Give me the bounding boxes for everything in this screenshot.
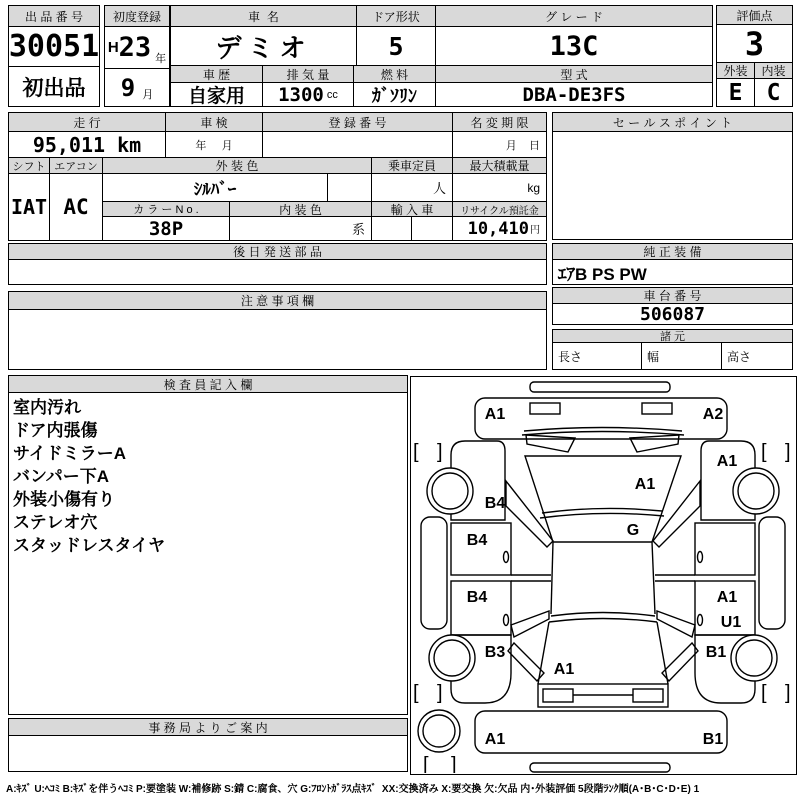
max-load-header: 最大積載量 (452, 157, 547, 174)
sales-point-header: セ ー ル ス ポ イ ン ト (552, 112, 793, 132)
door-shape-value: 5 (356, 26, 436, 66)
max-load-value: kg (452, 173, 547, 202)
month-unit: 月 (142, 89, 154, 101)
damage-code-left-front-fender: B4 (484, 495, 506, 512)
color-no-value: 38P (102, 216, 230, 241)
later-parts-body (8, 259, 547, 285)
import-car-cell-left (371, 216, 412, 241)
grade-header: グ レ ー ド (435, 5, 713, 27)
right-front-door-handle (698, 552, 703, 563)
name-change-header: 名 変 期 限 (452, 112, 547, 132)
capacity-value: 人 (371, 173, 453, 202)
name-change-value: 月 日 (452, 131, 547, 158)
year-unit: 年 (155, 53, 167, 65)
recycle-amount: 10,410 (467, 218, 529, 239)
first-registration-year (104, 26, 170, 69)
right-front-door (695, 523, 755, 575)
inspector-note-item: スタッドレスタイヤ (13, 536, 166, 555)
office-info-header: 事 務 局 よ り ご 案 内 (8, 718, 408, 736)
wheels (418, 468, 779, 752)
era-year: 23 (118, 32, 152, 63)
spare-tire-inner (423, 715, 455, 747)
spec-width-cell: 幅 (641, 342, 722, 370)
displacement-value (262, 82, 354, 107)
front-fog-right (642, 403, 672, 414)
car-history-value: 自家用 (170, 82, 263, 107)
registration-no-value (262, 131, 453, 158)
recycle-deposit-value (452, 216, 547, 241)
genuine-equipment-value: ｴｱB PS PW (552, 259, 793, 285)
displacement-header: 排 気 量 (262, 65, 354, 83)
damage-code-front-glass: G (626, 522, 640, 539)
rear-bumper (475, 711, 727, 753)
bracket: [ (761, 682, 767, 704)
inspection-value: 年 月 (165, 131, 263, 158)
bracket: ] (785, 682, 791, 704)
recycle-unit: 円 (530, 225, 540, 236)
capacity-header: 乗車定員 (371, 157, 453, 174)
displacement-unit: cc (326, 88, 338, 101)
right-front-wheel-inner (738, 473, 774, 509)
damage-code-right-rear-door-lower: U1 (720, 614, 742, 631)
grade-value: 13C (435, 26, 713, 66)
interior-grade-header: 内装 (754, 62, 793, 79)
damage-code-front-bumper-left: A1 (484, 406, 506, 423)
model-code-value: DBA-DE3FS (435, 82, 713, 107)
car-name-header: 車 名 (170, 5, 357, 27)
interior-color-header: 内 装 色 (229, 201, 372, 217)
genuine-equipment-header: 純 正 装 備 (552, 243, 793, 260)
bracket: ] (451, 754, 457, 773)
office-info-body (8, 735, 408, 772)
first-registration-month (104, 68, 170, 107)
hatch-side-right (657, 622, 668, 684)
door-shape-header: ドア形状 (356, 5, 436, 27)
bracket: [ (413, 682, 419, 704)
damage-codes (467, 406, 742, 748)
chassis-no-value: 506087 (552, 303, 793, 325)
left-rear-wheel-inner (434, 640, 470, 676)
inspection-header: 車 検 (165, 112, 263, 132)
inspector-note-item: サイドミラーA (13, 444, 127, 463)
exterior-color-value: ｼﾙﾊﾞｰ (102, 173, 328, 202)
right-rear-wheel-inner (736, 640, 772, 676)
damage-code-right-rear-fender: B1 (705, 644, 727, 661)
exterior-grade-header: 外装 (716, 62, 755, 79)
left-rear-door-handle (504, 615, 509, 626)
damage-code-rear-bumper-right: B1 (702, 731, 724, 748)
right-beltline (655, 575, 695, 581)
roof-side-left (551, 542, 553, 614)
left-sill (421, 517, 447, 629)
headlight-left (526, 435, 575, 452)
import-car-cell-right (411, 216, 453, 241)
damage-code-right-front-fender: A1 (716, 453, 738, 470)
right-sill (759, 517, 785, 629)
interior-grade-value: C (754, 78, 793, 107)
month-number: 9 (120, 73, 136, 102)
bracket: ] (437, 441, 443, 463)
damage-code-front-bumper-right: A2 (702, 406, 724, 423)
chassis-no-header: 車 台 番 号 (552, 287, 793, 304)
headlight-right (630, 435, 679, 452)
left-front-door-handle (504, 552, 509, 563)
right-rear-door-handle (698, 615, 703, 626)
spec-length-cell: 長さ (552, 342, 642, 370)
specs-header: 諸 元 (552, 329, 793, 343)
inspector-note-item: バンパー下A (13, 467, 110, 486)
bracket: ] (785, 441, 791, 463)
damage-code-left-front-door: B4 (466, 532, 488, 549)
windshield-bottom-arc (542, 508, 662, 513)
inspector-note-item: ドア内張傷 (13, 421, 98, 440)
bracket: [ (761, 441, 767, 463)
damage-code-legend: A:ｷｽﾞ U:ﾍｺﾐ B:ｷｽﾞを伴うﾍｺﾐ P:要塗装 W:補修跡 S:錆 C:腐食、穴 G:ﾌﾛﾝﾄｶﾞﾗｽ点ｷｽﾞ XX:交換済み X:要交換 欠:欠品 内･外装評価 5段階ﾗﾝｸ順(A･B･C･D･E) 1 (6, 784, 700, 795)
front-edge-strip (530, 382, 670, 392)
first-registration-header: 初度登録 (104, 5, 170, 27)
hood-front-arc (524, 428, 682, 432)
exterior-color-header: 外 装 色 (102, 157, 372, 174)
inspector-notes-header: 検 査 員 記 入 欄 (8, 375, 408, 393)
spec-height-cell: 高さ (721, 342, 793, 370)
rear-glass-arc2 (549, 619, 657, 623)
damage-code-right-rear-door: A1 (716, 589, 738, 606)
left-a-pillar (506, 481, 553, 547)
model-code-header: 型 式 (435, 65, 713, 83)
mileage-header: 走 行 (8, 112, 166, 132)
damage-diagram-box (410, 376, 797, 775)
hood-front-arc2 (522, 432, 684, 436)
right-c-pillar (657, 611, 695, 637)
tail-lamp-left (543, 689, 573, 702)
bracket: [ (413, 441, 419, 463)
right-quarter (662, 643, 698, 681)
recycle-deposit-header: リサイクル預託金 (452, 201, 547, 217)
auction-no-value: 30051 (8, 26, 100, 67)
exterior-grade-value: E (716, 78, 755, 107)
car-history-header: 車 歴 (170, 65, 263, 83)
aircon-header: エアコン (49, 157, 103, 174)
left-c-pillar (511, 611, 549, 637)
car-outline (418, 382, 785, 772)
import-car-header: 輸 入 車 (371, 201, 453, 217)
auction-no-header: 出 品 番 号 (8, 5, 100, 27)
windshield (525, 456, 681, 542)
notes-header: 注 意 事 項 欄 (8, 291, 547, 310)
damage-code-rear-bumper-left: A1 (484, 731, 506, 748)
left-quarter (508, 643, 544, 681)
displacement-number: 1300 (278, 83, 324, 106)
rear-edge-strip (530, 763, 670, 772)
notes-body (8, 309, 547, 370)
fuel-value: ｶﾞｿﾘﾝ (353, 82, 436, 107)
windshield-bottom-arc2 (540, 513, 664, 518)
bracket: [ (423, 754, 429, 773)
left-front-wheel-inner (432, 473, 468, 509)
interior-color-value: 系 (229, 216, 372, 241)
inspector-note-item: ステレオ穴 (13, 513, 98, 532)
inspector-notes-body (8, 392, 408, 715)
rear-glass-arc (551, 613, 655, 617)
car-name-value: デミオ (170, 26, 357, 66)
score-header: 評価点 (716, 5, 793, 25)
first-exhibit-badge: 初出品 (8, 66, 100, 107)
later-parts-header: 後 日 発 送 部 品 (8, 243, 547, 260)
damage-code-rear-hatch: A1 (553, 661, 575, 678)
bracket: ] (437, 682, 443, 704)
mileage-value: 95,011 km (8, 131, 166, 158)
inspector-note-item: 外装小傷有り (13, 490, 115, 509)
exterior-color-spare-cell (327, 173, 372, 202)
aircon-value: AC (49, 173, 103, 241)
shift-value: IAT (8, 173, 50, 241)
damage-code-left-rear-door: B4 (466, 589, 488, 606)
left-front-door (451, 523, 511, 575)
sales-point-body (552, 131, 793, 240)
era-letter: H (107, 39, 119, 56)
inspector-note-item: 室内汚れ (13, 398, 81, 417)
shift-header: シフト (8, 157, 50, 174)
color-no-header: カ ラ ー N o . (102, 201, 230, 217)
roof-side-right (652, 542, 655, 614)
fuel-header: 燃 料 (353, 65, 436, 83)
score-value: 3 (716, 24, 793, 63)
registration-no-header: 登 録 番 号 (262, 112, 453, 132)
hatch-side-left (538, 622, 549, 684)
left-beltline (511, 575, 551, 581)
front-fog-left (530, 403, 560, 414)
damage-code-left-rear-fender: B3 (484, 644, 506, 661)
right-a-pillar (653, 481, 700, 547)
tail-lamp-right (633, 689, 663, 702)
car-damage-diagram (411, 377, 795, 773)
damage-code-windshield: A1 (634, 476, 656, 493)
front-bumper (475, 398, 727, 439)
